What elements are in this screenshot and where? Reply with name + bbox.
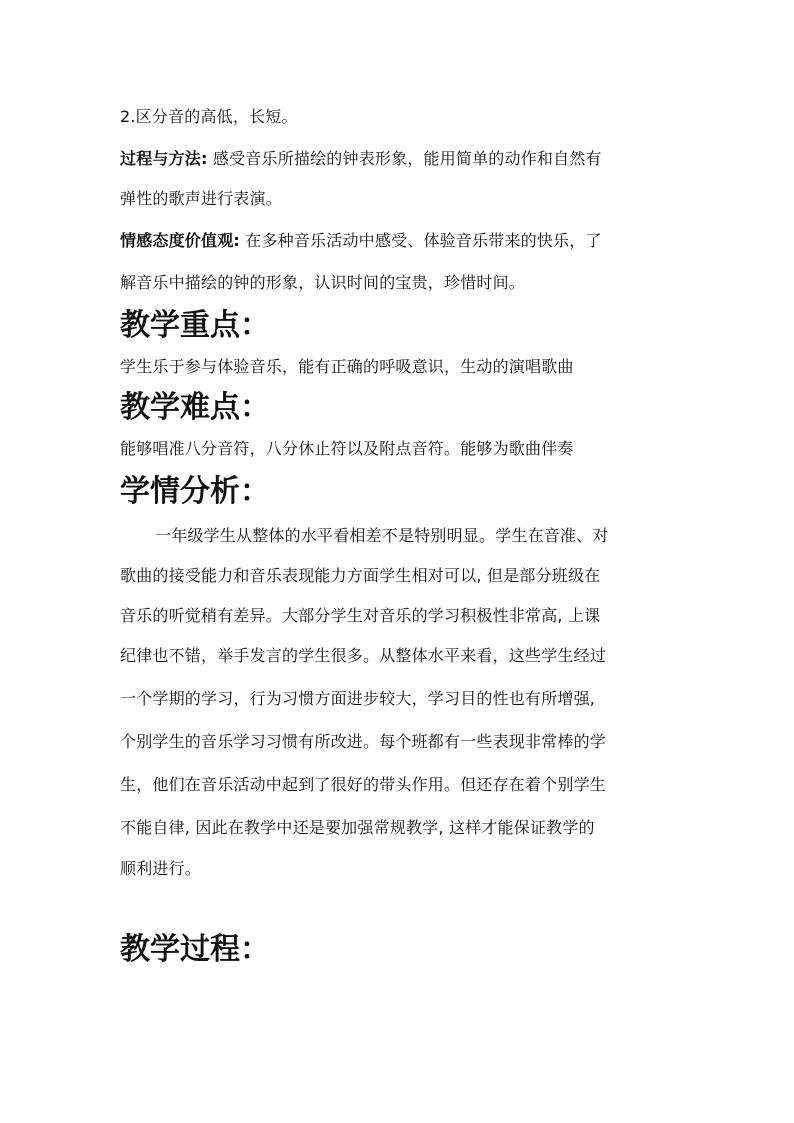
analysis-line: 顺利进行。 <box>120 859 202 878</box>
analysis-line: 生，他们在音乐活动中起到了很好的带头作用。但还存在着个别学生 <box>120 775 607 794</box>
process-method-label: 过程与方法: <box>120 149 208 168</box>
objective-item-2: 2.区分音的高低，长短。 <box>120 107 298 126</box>
key-points-heading: 教学重点： <box>120 308 270 343</box>
analysis-line: 音乐的听觉稍有差异。大部分学生对音乐的学习积极性非常高, 上课 <box>120 606 601 625</box>
analysis-line: 不能自律, 因此在教学中还是要加强常规教学, 这样才能保证教学的 <box>120 818 595 837</box>
analysis-line: 一个学期的学习，行为习惯方面进步较大，学习目的性也有所增强, <box>120 689 596 708</box>
process-heading: 教学过程： <box>120 932 270 967</box>
analysis-line: 个别学生的音乐学习习惯有所改进。每个班都有一些表现非常棒的学 <box>120 732 607 751</box>
analysis-heading: 学情分析： <box>120 474 270 509</box>
difficulties-text: 能够唱准八分音符，八分休止符以及附点音符。能够为歌曲伴奏 <box>120 439 574 458</box>
analysis-line: 纪律也不错，举手发言的学生很多。从整体水平来看，这些学生经过 <box>120 646 607 665</box>
emotion-values-text-2: 解音乐中描绘的钟的形象，认识时间的宝贵，珍惜时间。 <box>120 273 526 292</box>
emotion-values-line-1 <box>120 231 602 251</box>
key-points-text: 学生乐于参与体验音乐，能有正确的呼吸意识，生动的演唱歌曲 <box>120 357 574 376</box>
emotion-values-text-1: 在多种音乐活动中感受、体验音乐带来的快乐，了 <box>240 231 602 250</box>
process-method-text-2: 弹性的歌声进行表演。 <box>120 189 283 208</box>
emotion-values-label: 情感态度价值观: <box>120 231 240 250</box>
difficulties-heading: 教学难点： <box>120 390 270 425</box>
process-method-text-1: 感受音乐所描绘的钟表形象，能用简单的动作和自然有 <box>207 149 602 168</box>
analysis-line: 一年级学生从整体的水平看相差不是特别明显。学生在音准、对 <box>155 526 609 545</box>
process-method-line-1 <box>120 149 602 169</box>
analysis-line: 歌曲的接受能力和音乐表现能力方面学生相对可以, 但是部分班级在 <box>120 566 601 585</box>
